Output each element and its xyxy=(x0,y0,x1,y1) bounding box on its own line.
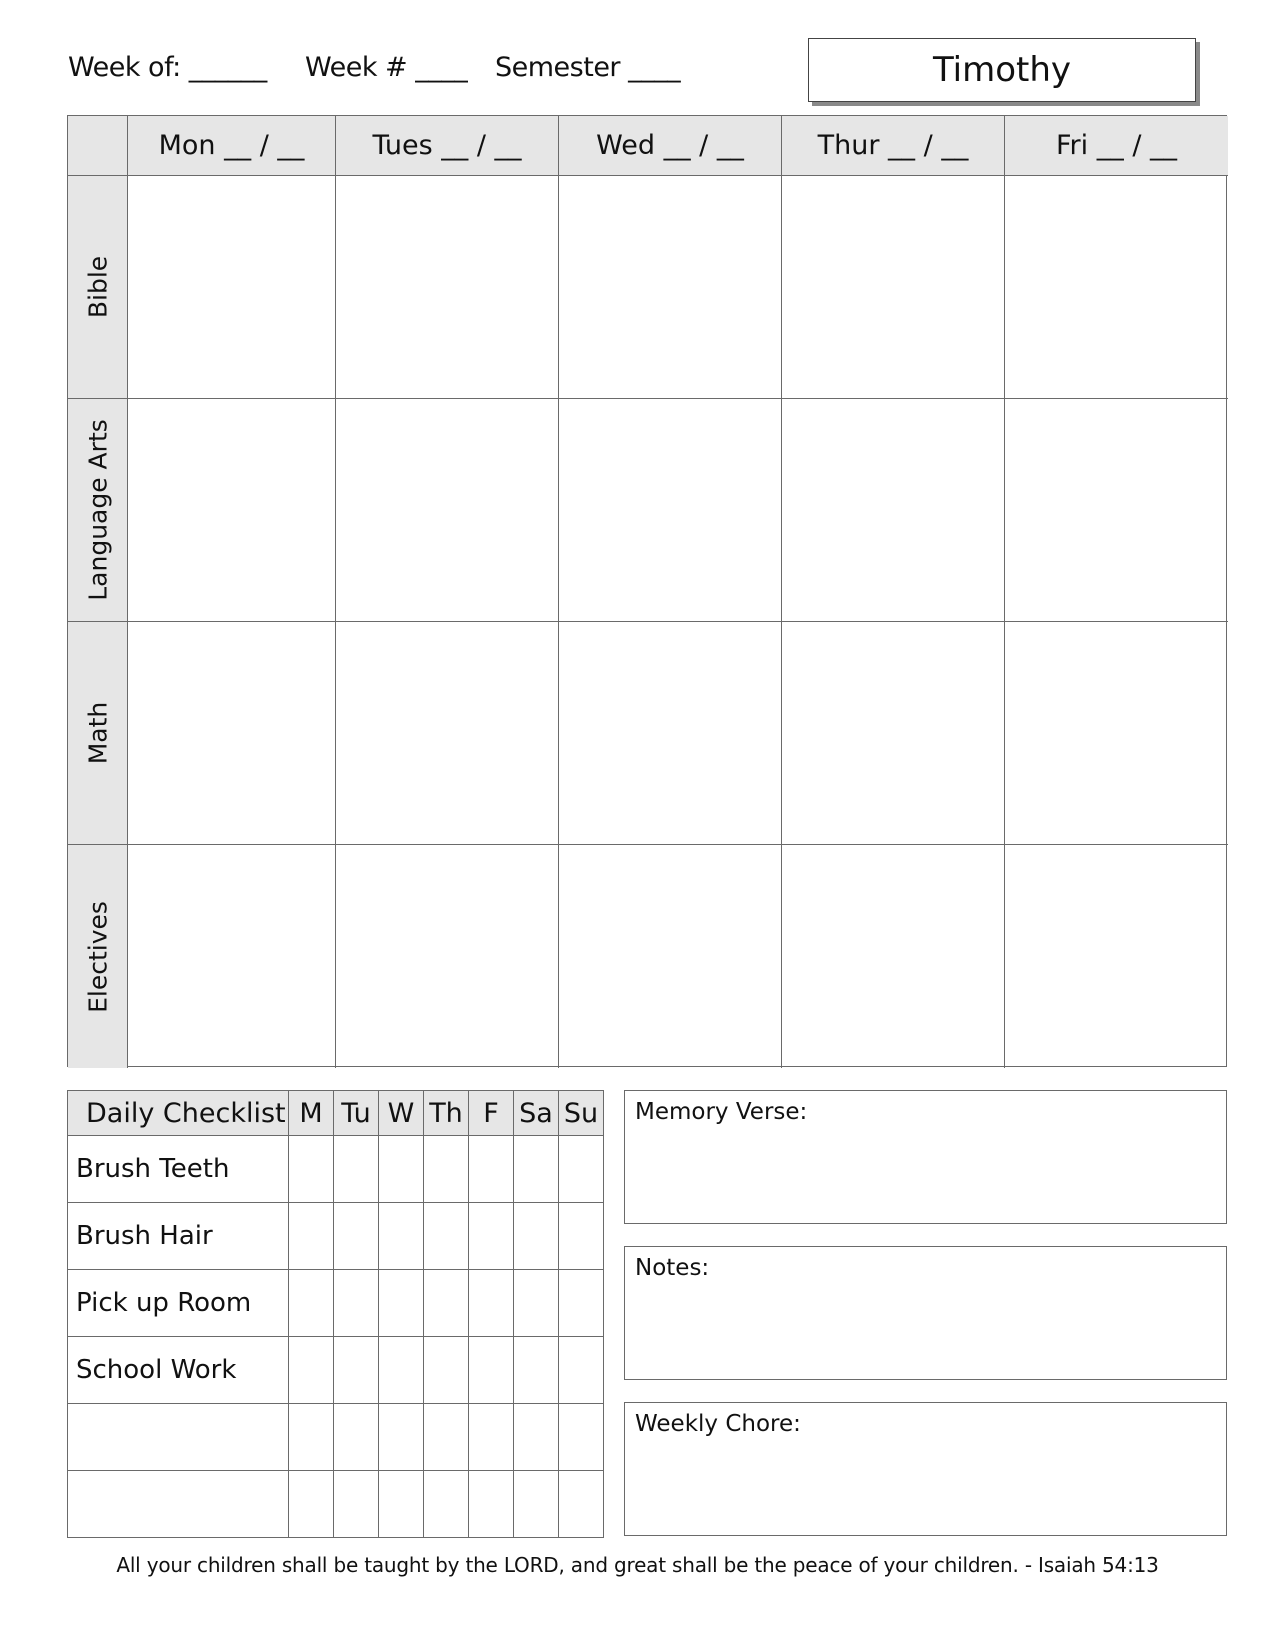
check-cell[interactable] xyxy=(514,1337,559,1404)
check-cell[interactable] xyxy=(289,1136,334,1203)
check-cell[interactable] xyxy=(379,1404,424,1471)
planner-cell[interactable] xyxy=(559,176,782,399)
planner-cell[interactable] xyxy=(128,622,336,845)
planner-cell[interactable] xyxy=(128,176,336,399)
planner-cell[interactable] xyxy=(1005,622,1228,845)
planner-cell[interactable] xyxy=(559,845,782,1068)
checklist-row xyxy=(68,1337,604,1404)
planner-cell[interactable] xyxy=(336,399,559,622)
planner-cell[interactable] xyxy=(782,622,1005,845)
check-cell[interactable] xyxy=(559,1471,604,1538)
checklist-row xyxy=(68,1203,604,1270)
semester-field[interactable]: Semester ____ xyxy=(495,52,681,83)
checklist-header-row xyxy=(68,1091,604,1136)
checklist-task-label: School Work xyxy=(68,1337,289,1404)
check-cell[interactable] xyxy=(379,1203,424,1270)
day-header-fri: Fri __ / __ xyxy=(1005,116,1228,176)
subject-label-bible: Bible xyxy=(68,176,128,399)
check-cell[interactable] xyxy=(424,1404,469,1471)
check-cell[interactable] xyxy=(559,1404,604,1471)
check-cell[interactable] xyxy=(334,1136,379,1203)
planner-cell[interactable] xyxy=(782,845,1005,1068)
checklist-day-su: Su xyxy=(559,1091,604,1136)
weekly-planner-grid xyxy=(67,115,1227,1067)
check-cell[interactable] xyxy=(559,1203,604,1270)
check-cell[interactable] xyxy=(469,1404,514,1471)
checklist-day-w: W xyxy=(379,1091,424,1136)
check-cell[interactable] xyxy=(559,1270,604,1337)
notes-box[interactable] xyxy=(624,1246,1227,1380)
check-cell[interactable] xyxy=(469,1136,514,1203)
checklist-task-label: Pick up Room xyxy=(68,1270,289,1337)
weekly-chore-box[interactable] xyxy=(624,1402,1227,1536)
grid-corner xyxy=(68,116,128,176)
check-cell[interactable] xyxy=(469,1471,514,1538)
check-cell[interactable] xyxy=(424,1471,469,1538)
memory-verse-label: Memory Verse: xyxy=(635,1099,808,1125)
checklist-row xyxy=(68,1471,604,1538)
check-cell[interactable] xyxy=(559,1136,604,1203)
planner-cell[interactable] xyxy=(336,622,559,845)
check-cell[interactable] xyxy=(289,1270,334,1337)
checklist-day-th: Th xyxy=(424,1091,469,1136)
check-cell[interactable] xyxy=(514,1136,559,1203)
planner-cell[interactable] xyxy=(336,845,559,1068)
check-cell[interactable] xyxy=(514,1270,559,1337)
planner-cell[interactable] xyxy=(782,176,1005,399)
check-cell[interactable] xyxy=(514,1203,559,1270)
check-cell[interactable] xyxy=(334,1270,379,1337)
check-cell[interactable] xyxy=(379,1270,424,1337)
check-cell[interactable] xyxy=(334,1337,379,1404)
check-cell[interactable] xyxy=(334,1203,379,1270)
check-cell[interactable] xyxy=(559,1337,604,1404)
check-cell[interactable] xyxy=(424,1270,469,1337)
planner-cell[interactable] xyxy=(559,622,782,845)
subject-label-electives: Electives xyxy=(68,845,128,1068)
day-header-wed: Wed __ / __ xyxy=(559,116,782,176)
planner-cell[interactable] xyxy=(128,845,336,1068)
planner-cell[interactable] xyxy=(1005,176,1228,399)
check-cell[interactable] xyxy=(289,1203,334,1270)
planner-cell[interactable] xyxy=(336,176,559,399)
checklist-day-m: M xyxy=(289,1091,334,1136)
checklist-day-tu: Tu xyxy=(334,1091,379,1136)
check-cell[interactable] xyxy=(289,1471,334,1538)
week-number-field[interactable]: Week # ____ xyxy=(305,52,468,83)
planner-cell[interactable] xyxy=(1005,399,1228,622)
day-header-thur: Thur __ / __ xyxy=(782,116,1005,176)
check-cell[interactable] xyxy=(334,1404,379,1471)
checklist-task-label: Brush Hair xyxy=(68,1203,289,1270)
checklist-row xyxy=(68,1136,604,1203)
check-cell[interactable] xyxy=(469,1337,514,1404)
check-cell[interactable] xyxy=(514,1471,559,1538)
check-cell[interactable] xyxy=(289,1404,334,1471)
check-cell[interactable] xyxy=(334,1471,379,1538)
check-cell[interactable] xyxy=(379,1136,424,1203)
planner-cell[interactable] xyxy=(782,399,1005,622)
check-cell[interactable] xyxy=(424,1337,469,1404)
check-cell[interactable] xyxy=(379,1471,424,1538)
day-header-mon: Mon __ / __ xyxy=(128,116,336,176)
daily-checklist xyxy=(67,1090,604,1538)
checklist-row xyxy=(68,1404,604,1471)
notes-label: Notes: xyxy=(635,1255,710,1281)
planner-cell[interactable] xyxy=(128,399,336,622)
checklist-task-label[interactable] xyxy=(68,1471,289,1538)
check-cell[interactable] xyxy=(424,1136,469,1203)
checklist-day-f: F xyxy=(469,1091,514,1136)
check-cell[interactable] xyxy=(424,1203,469,1270)
check-cell[interactable] xyxy=(514,1404,559,1471)
subject-label-math: Math xyxy=(68,622,128,845)
student-name-box xyxy=(808,38,1196,102)
week-of-field[interactable]: Week of: ______ xyxy=(68,52,267,83)
planner-cell[interactable] xyxy=(1005,845,1228,1068)
checklist-task-label[interactable] xyxy=(68,1404,289,1471)
check-cell[interactable] xyxy=(469,1203,514,1270)
footer-verse: All your children shall be taught by the LORD, and great shall be the peace of your children. - Isaiah 54:13 xyxy=(116,1553,1159,1577)
day-header-tues: Tues __ / __ xyxy=(336,116,559,176)
checklist-title: Daily Checklist xyxy=(68,1091,289,1136)
checklist-row xyxy=(68,1270,604,1337)
check-cell[interactable] xyxy=(469,1270,514,1337)
check-cell[interactable] xyxy=(289,1337,334,1404)
subject-label-language-arts: Language Arts xyxy=(68,399,128,622)
check-cell[interactable] xyxy=(379,1337,424,1404)
student-name: Timothy xyxy=(932,50,1072,90)
checklist-task-label: Brush Teeth xyxy=(68,1136,289,1203)
memory-verse-box[interactable] xyxy=(624,1090,1227,1224)
checklist-day-sa: Sa xyxy=(514,1091,559,1136)
weekly-chore-label: Weekly Chore: xyxy=(635,1411,801,1437)
planner-cell[interactable] xyxy=(559,399,782,622)
